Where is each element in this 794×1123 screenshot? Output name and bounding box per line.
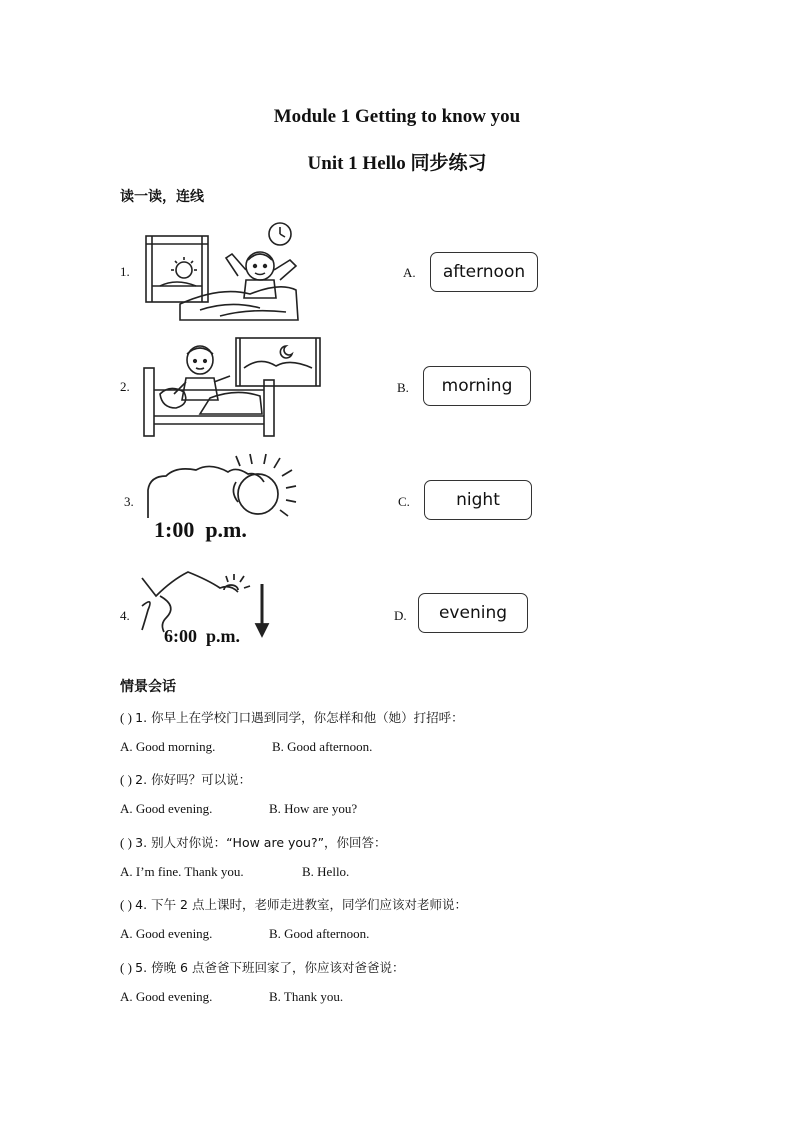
word-box-afternoon: afternoon [430, 252, 538, 292]
question-text: 1. 你早上在学校门口遇到同学，你怎样和他（她）打招呼： [135, 710, 464, 725]
option-a: A. Good evening. [120, 801, 213, 816]
question-4 [120, 895, 467, 913]
time-caption-6pm: 6:00 p.m. [164, 626, 240, 646]
word-box-evening: evening [418, 593, 528, 633]
question-5 [120, 958, 404, 976]
picture-number-4: 4. [120, 608, 130, 623]
question-text: 3. 别人对你说：“How are you?”，你回答： [135, 835, 387, 850]
answer-bracket[interactable]: ( ) [120, 835, 132, 850]
section-heading-dialogue: 情景会话 [120, 679, 176, 695]
option-a: A. Good evening. [120, 926, 213, 941]
answer-bracket[interactable]: ( ) [120, 897, 132, 912]
word-letter-c: C. [398, 494, 410, 509]
page-subtitle: Unit 1 Hello 同步练习 [307, 153, 487, 174]
picture-number-1: 1. [120, 264, 130, 279]
option-b: B. Thank you. [269, 989, 344, 1004]
morning-waking-boy-picture [140, 220, 302, 322]
question-1 [120, 708, 464, 726]
picture-number-3: 3. [124, 494, 134, 509]
option-b: B. Good afternoon. [272, 739, 373, 754]
question-text: 4. 下午 2 点上课时，老师走进教室，同学们应该对老师说： [135, 897, 467, 912]
option-a: A. Good morning. [120, 739, 216, 754]
question-text: 5. 傍晚 6 点爸爸下班回家了，你应该对爸爸说： [135, 960, 405, 975]
question-text: 2. 你好吗？可以说： [135, 772, 252, 787]
word-letter-b: B. [397, 380, 409, 395]
word-letter-a: A. [403, 265, 416, 280]
answer-bracket[interactable]: ( ) [120, 710, 132, 725]
option-b: B. Hello. [302, 864, 350, 879]
page-title: Module 1 Getting to know you [273, 106, 521, 127]
question-3 [120, 833, 387, 851]
option-b: B. How are you? [269, 801, 358, 816]
answer-bracket[interactable]: ( ) [120, 772, 132, 787]
question-2 [120, 770, 251, 788]
word-box-night: night [424, 480, 532, 520]
picture-number-2: 2. [120, 379, 130, 394]
word-box-morning: morning [423, 366, 531, 406]
section-heading-matching: 读一读，连线 [120, 189, 204, 205]
option-b: B. Good afternoon. [269, 926, 370, 941]
option-a: A. Good evening. [120, 989, 213, 1004]
afternoon-sun-cloud-picture [140, 452, 300, 518]
answer-bracket[interactable]: ( ) [120, 960, 132, 975]
word-letter-d: D. [394, 608, 407, 623]
option-a: A. I’m fine. Thank you. [120, 864, 244, 879]
time-caption-1pm: 1:00 p.m. [154, 517, 247, 542]
night-bed-boy-picture [140, 334, 326, 438]
